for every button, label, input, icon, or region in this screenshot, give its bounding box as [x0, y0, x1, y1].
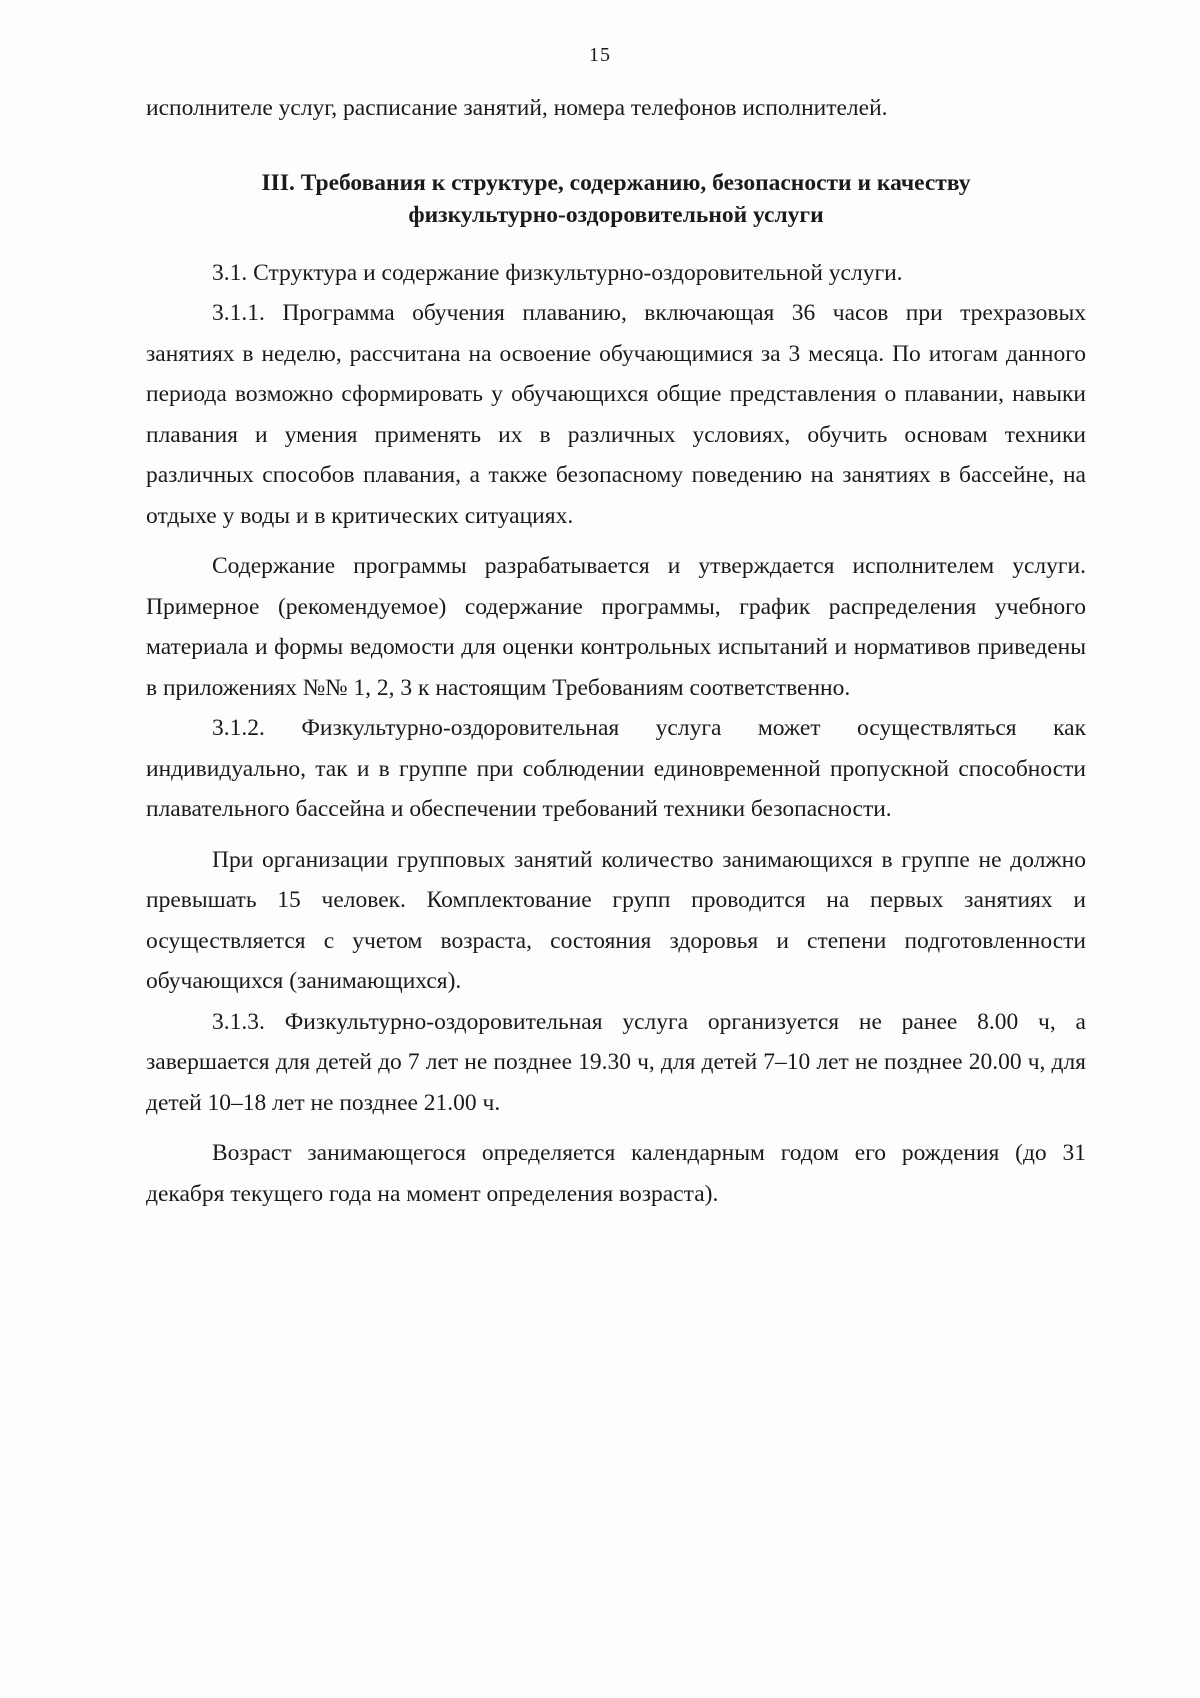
page-number: 15	[589, 44, 611, 66]
paragraph-3-1: 3.1. Структура и содержание физкультурно-оздоровительной услуги.	[212, 259, 903, 286]
lead-line: исполнителе услуг, расписание занятий, номера телефонов исполнителей.	[146, 95, 888, 121]
paragraph-group-size: При организации групповых занятий количество занимающихся в группе не должно превышать 15 человек. Комплектование групп проводится на первых занятиях и осуществляется с учетом возраста, состояния здоровья и степени подготовленности обучающихся (занимающихся).	[146, 846, 1086, 994]
section-heading-line-1: III. Требования к структуре, содержанию, безопасности и качеству	[261, 169, 971, 196]
paragraph-3-1-1: 3.1.1. Программа обучения плаванию, включающая 36 часов при трехразовых занятиях в неделю, рассчитана на освоение обучающимися за 3 месяца. По итогам данного периода возможно сформировать у обучающихся общие представления о плавании, навыки плавания и умения применять их в различных условиях, обучить основам техники различных способов плавания, а также безопасному поведению на занятиях в бассейне, на отдыхе у воды и в критических ситуациях.	[146, 300, 1086, 529]
section-heading	[146, 167, 1086, 231]
section-heading-line-2: физкультурно-оздоровительной услуги	[408, 201, 824, 228]
paragraph-3-1-3: 3.1.3. Физкультурно-оздоровительная услуга организуется не ранее 8.00 ч, а завершается для детей до 7 лет не позднее 19.30 ч, для детей 7–10 лет не позднее 20.00 ч, для детей 10–18 лет не позднее 21.00 ч.	[146, 1008, 1086, 1116]
paragraph-3-1-2: 3.1.2. Физкультурно-оздоровительная услуга может осуществляться как индивидуально, так и в группе при соблюдении единовременной пропускной способности плавательного бассейна и обеспечении требований техники безопасности.	[146, 715, 1086, 822]
document-body	[146, 88, 1086, 1214]
paragraph-age: Возраст занимающегося определяется календарным годом его рождения (до 31 декабря текущего года на момент определения возраста).	[146, 1140, 1086, 1207]
paragraph-program-content: Содержание программы разрабатывается и утверждается исполнителем услуги. Примерное (рекомендуемое) содержание программы, график распределения учебного материала и формы ведомости для оценки контрольных испытаний и нормативов приведены в приложениях №№ 1, 2, 3 к настоящим Требованиям соответственно.	[146, 553, 1086, 701]
